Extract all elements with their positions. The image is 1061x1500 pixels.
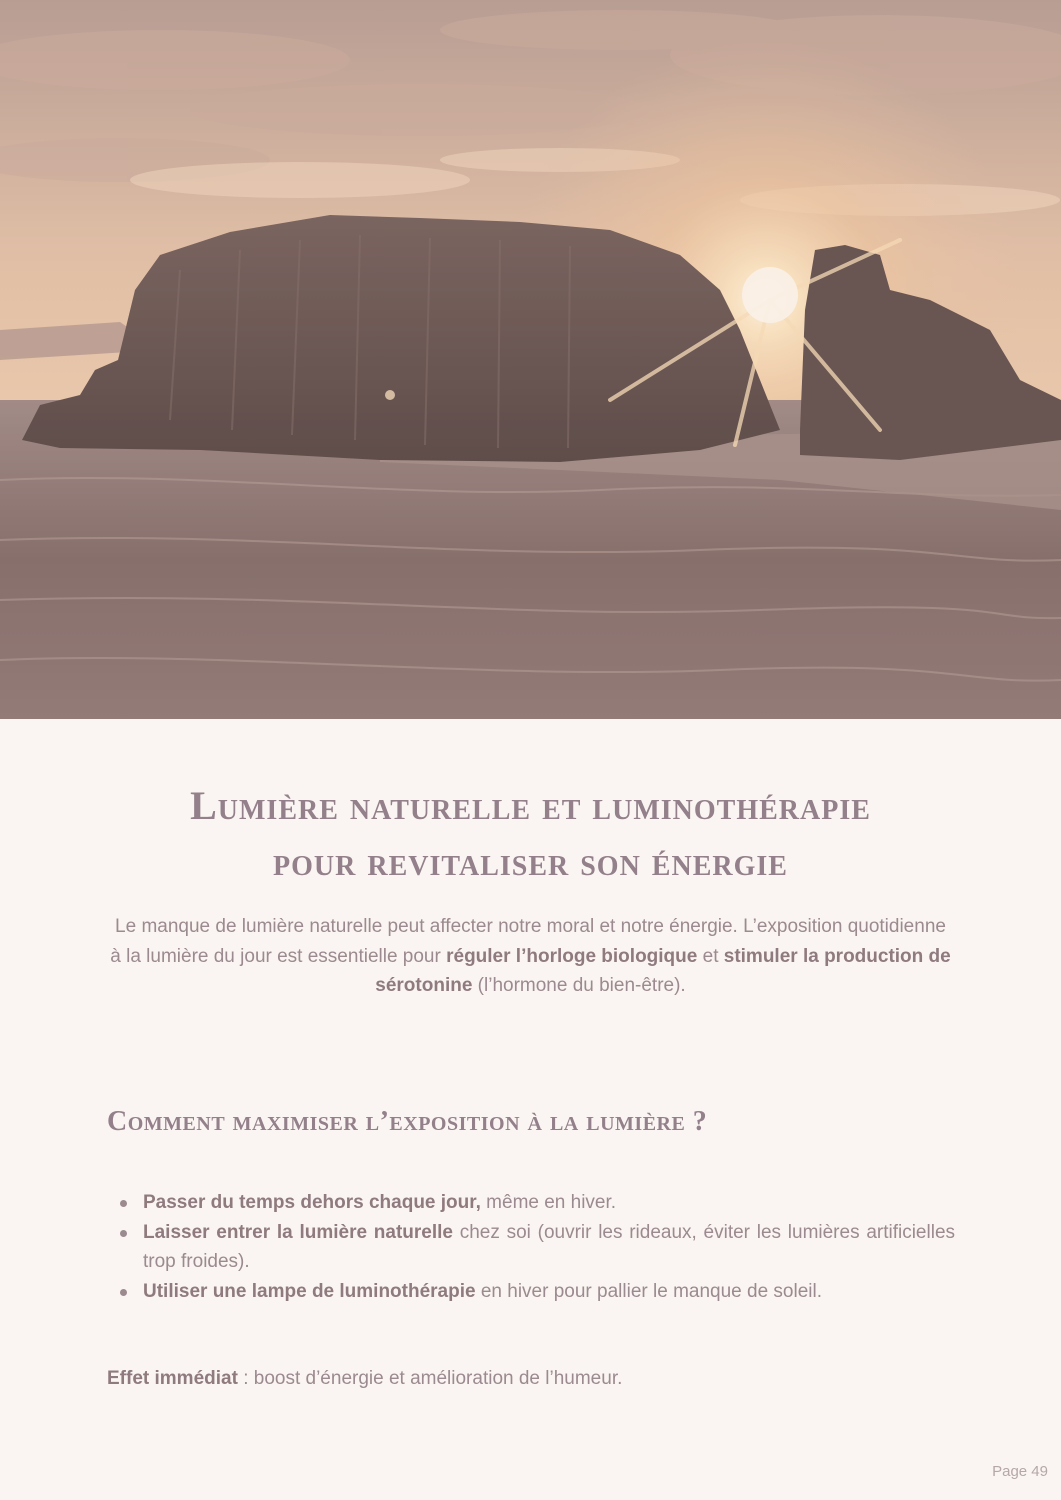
intro-text-2: et — [697, 945, 724, 967]
effect-paragraph — [107, 1364, 957, 1394]
tips-list — [107, 1188, 955, 1306]
tip-text: même en hiver. — [480, 1192, 617, 1213]
bullet-icon — [120, 1200, 127, 1207]
page-number: Page 49 — [992, 1463, 1048, 1480]
list-item — [107, 1277, 955, 1307]
tip-text: en hiver pour pallier le manque de soleil. — [475, 1280, 823, 1302]
page-title — [0, 778, 1061, 890]
intro-bold-1: réguler l’horloge biologique — [446, 945, 698, 967]
intro-text-3: (l’hormone du bien-être). — [472, 975, 686, 996]
section-subtitle: Comment maximiser l’exposition à la lumière ? — [107, 1106, 708, 1137]
tip-bold: Laisser entrer la lumière naturelle — [143, 1221, 453, 1243]
effect-bold: Effet immédiat — [107, 1368, 238, 1389]
list-item — [107, 1188, 955, 1218]
bullet-icon — [120, 1230, 127, 1237]
intro-paragraph — [108, 912, 953, 1001]
tip-bold: Passer du temps dehors chaque jour, — [143, 1192, 481, 1213]
hero-photo — [0, 0, 1061, 719]
sunset-sea-rock-photo — [0, 0, 1061, 719]
intro-bold-2: stimuler la production de sérotonine — [375, 945, 951, 996]
bullet-icon — [120, 1289, 127, 1296]
effect-text: : boost d’énergie et amélioration de l’humeur. — [237, 1368, 623, 1389]
page-title-line2: pour revitaliser son énergie — [273, 839, 788, 884]
list-item — [107, 1218, 955, 1277]
tip-text: chez soi (ouvrir les rideaux, éviter les lumières artificielles trop froides). — [143, 1221, 956, 1272]
page-title-line1: Lumière naturelle et luminothérapie — [190, 783, 871, 828]
intro-text-1: Le manque de lumière naturelle peut affecter notre moral et notre énergie. L’exposition quotidienne à la lumière du jour est essentielle pour — [110, 916, 946, 967]
tip-bold: Utiliser une lampe de luminothérapie — [143, 1280, 476, 1302]
